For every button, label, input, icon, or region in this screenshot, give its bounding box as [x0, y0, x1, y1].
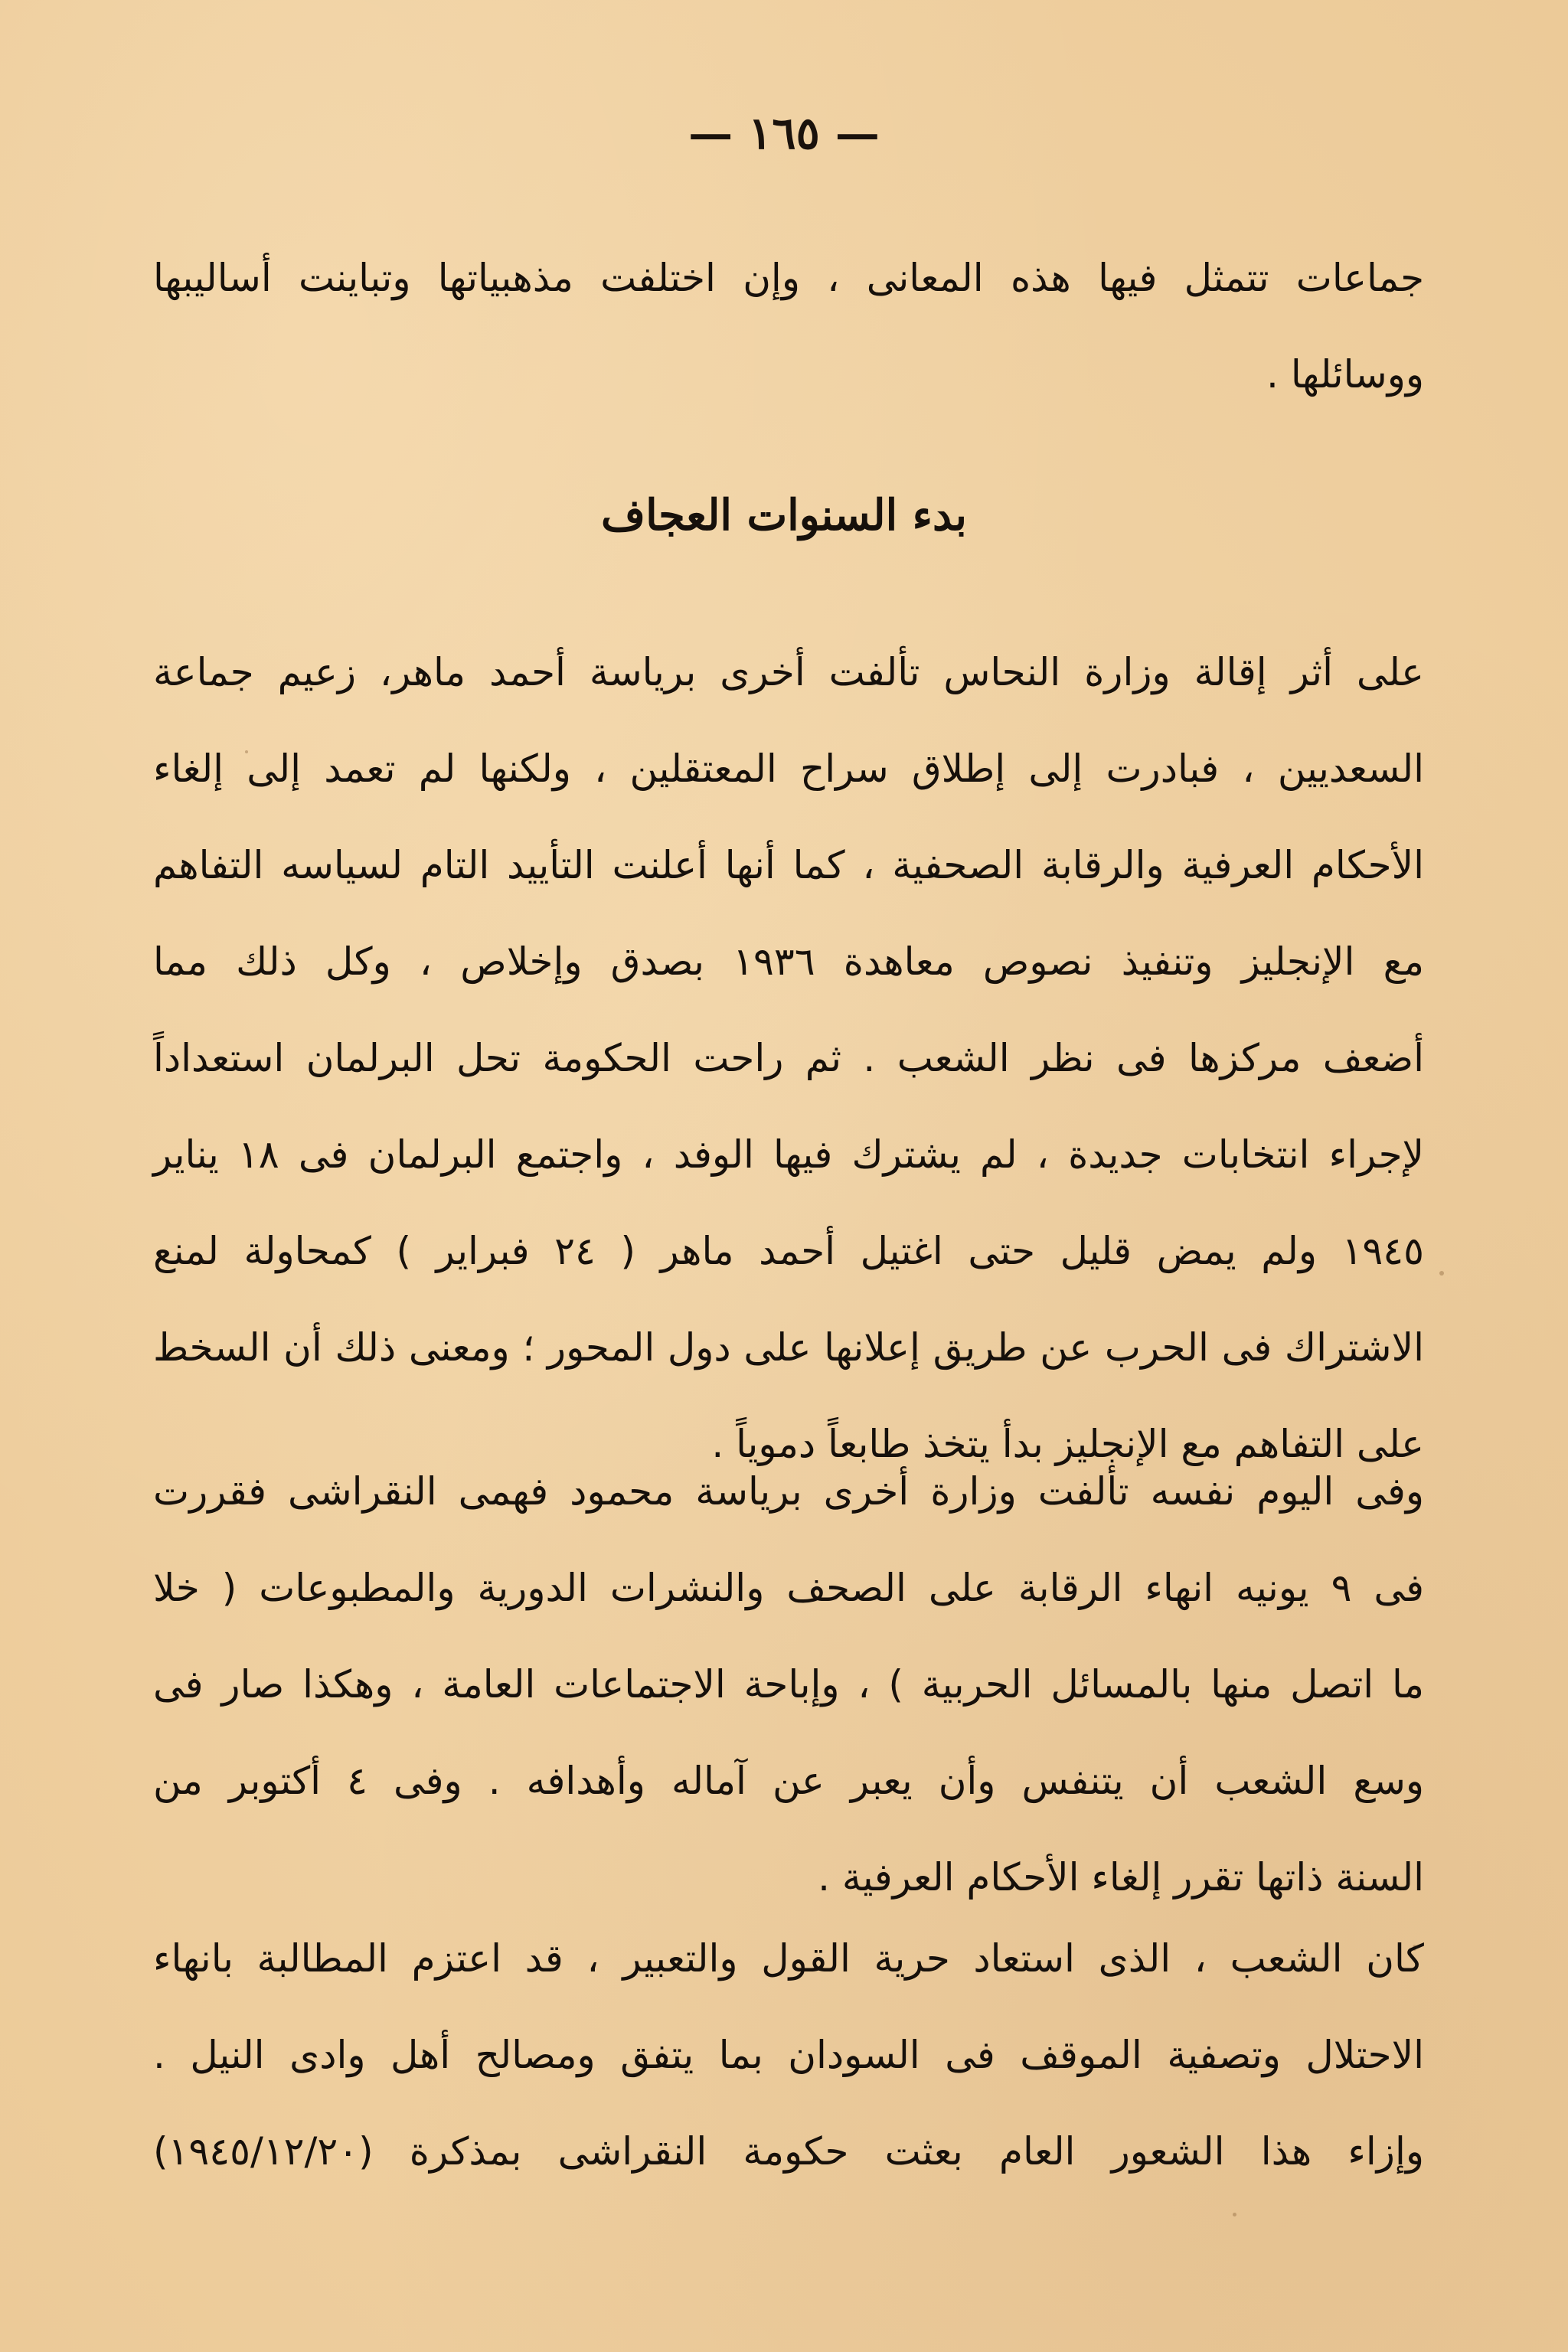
intro-paragraph: [153, 230, 1424, 423]
text-line: ١٩٤٥ ولم يمض قليل حتى اغتيل أحمد ماهر ( ٢٤ فبراير ) كمحاولة لمنع: [153, 1229, 1424, 1273]
text-line: على أثر إقالة وزارة النحاس تألفت أخرى برياسة أحمد ماهر، زعيم جماعة: [153, 650, 1424, 694]
text-line: السنة ذاتها تقرر إلغاء الأحكام العرفية .: [818, 1855, 1424, 1900]
text-line: الأحكام العرفية والرقابة الصحفية ، كما أنها أعلنت التأييد التام لسياسه التفاهم: [153, 843, 1424, 887]
text-line: جماعات تتمثل فيها هذه المعانى ، وإن اختلفت مذهبياتها وتباينت أساليبها: [153, 256, 1424, 300]
text-line: ما اتصل منها بالمسائل الحربية ) ، وإباحة الاجتماعات العامة ، وهكذا صار فى: [153, 1662, 1424, 1707]
section-title: بدء السنوات العجاف: [601, 490, 967, 541]
text-line: أضعف مركزها فى نظر الشعب . ثم راحت الحكومة تحل البرلمان استعداداً: [153, 1036, 1424, 1080]
text-line: ووسائلها .: [1266, 352, 1424, 397]
text-line: كان الشعب ، الذى استعاد حرية القول والتعبير ، قد اعتزم المطالبة بانهاء: [153, 1936, 1424, 1981]
text-line: الاحتلال وتصفية الموقف فى السودان بما يتفق ومصالح أهل وادى النيل .: [153, 2033, 1424, 2077]
text-line: على التفاهم مع الإنجليز بدأ يتخذ طابعاً دموياً .: [711, 1422, 1424, 1466]
paper-speck: [1439, 1271, 1444, 1276]
text-line: مع الإنجليز وتنفيذ نصوص معاهدة ١٩٣٦ بصدق وإخلاص ، وكل ذلك مما: [153, 939, 1425, 984]
paragraph-2: [153, 1443, 1424, 1926]
paragraph-1: [153, 624, 1424, 1492]
text-line: لإجراء انتخابات جديدة ، لم يشترك فيها الوفد ، واجتمع البرلمان فى ١٨ يناير: [153, 1132, 1424, 1177]
text-line: فى ٩ يونيه انهاء الرقابة على الصحف والنشرات الدورية والمطبوعات ( خلا: [153, 1566, 1424, 1610]
page-number: — ١٦٥ —: [688, 107, 880, 159]
text-line: وإزاء هذا الشعور العام بعثت حكومة النقراشى بمذكرة (١٩٤٥/١٢/٢٠): [153, 2129, 1424, 2174]
text-line: السعديين ، فبادرت إلى إطلاق سراح المعتقلين ، ولكنها لم تعمد إلى إلغاء: [153, 746, 1424, 791]
text-line: وسع الشعب أن يتنفس وأن يعبر عن آماله وأهدافه . وفى ٤ أكتوبر من: [153, 1759, 1424, 1803]
paper-speck: [1233, 2213, 1236, 2216]
text-line: الاشتراك فى الحرب عن طريق إعلانها على دول المحور ؛ ومعنى ذلك أن السخط: [153, 1325, 1424, 1370]
text-line: وفى اليوم نفسه تألفت وزارة أخرى برياسة محمود فهمى النقراشى فقررت: [153, 1469, 1424, 1514]
paragraph-3: [153, 1910, 1424, 2200]
